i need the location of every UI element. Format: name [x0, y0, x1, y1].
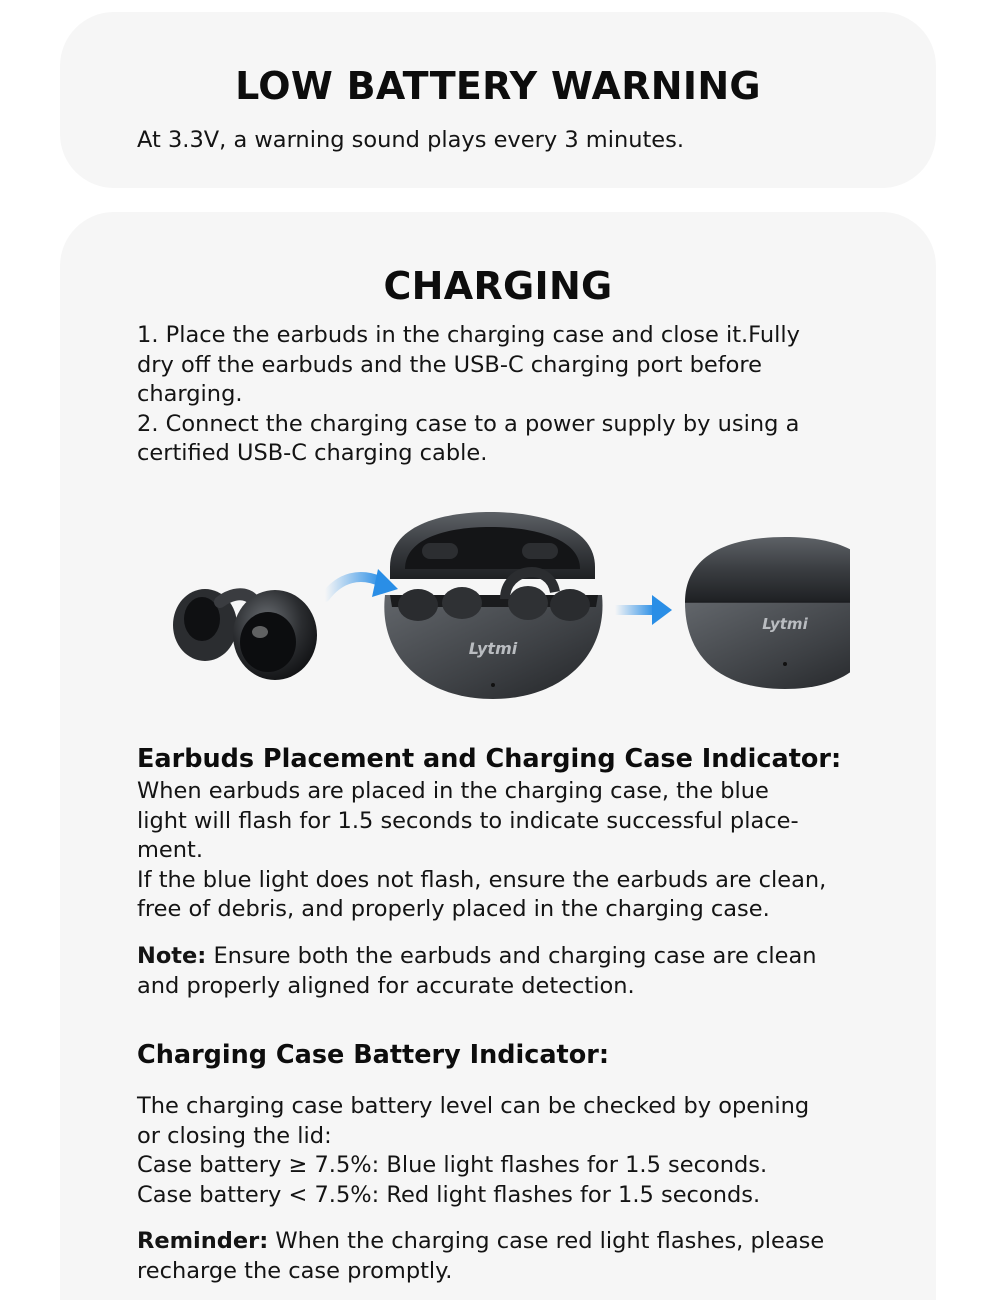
placement-line: light will flash for 1.5 seconds to indicate successful place- [137, 807, 799, 834]
reminder-text: When the charging case red light flashes, please [268, 1228, 825, 1254]
charging-step-line: certified USB-C charging cable. [137, 440, 488, 466]
battery-line: The charging case battery level can be checked by opening [137, 1093, 810, 1119]
battery-line: or closing the lid: [137, 1122, 332, 1149]
charging-step-line: charging. [137, 381, 243, 407]
note-label: Note: [137, 943, 207, 969]
note-text: Ensure both the earbuds and charging case are clean [206, 943, 817, 969]
charging-steps [137, 321, 917, 469]
battery-line: Case battery ≥ 7.5%: Blue light flashes for 1.5 seconds. [137, 1152, 768, 1178]
reminder-text: recharge the case promptly. [137, 1257, 453, 1284]
closed-case-brand-logo: Lytmi [762, 615, 808, 633]
reminder-label: Reminder: [137, 1228, 269, 1254]
charging-title: CHARGING [383, 264, 613, 308]
placement-line: When earbuds are placed in the charging case, the blue [137, 778, 769, 804]
battery-indicator-heading: Charging Case Battery Indicator: [137, 1040, 610, 1070]
charging-step-line: 1. Place the earbuds in the charging case and close it.Fully [137, 322, 800, 348]
placement-heading: Earbuds Placement and Charging Case Indicator: [137, 744, 842, 774]
battery-reminder [137, 1227, 917, 1286]
placement-note [137, 942, 917, 1001]
low-battery-warning-card [60, 12, 936, 188]
charging-illustration [160, 507, 850, 707]
charging-step-line: 2. Connect the charging case to a power supply by using a [137, 410, 800, 437]
placement-line: ment. [137, 837, 203, 863]
placement-text [137, 777, 917, 925]
open-case-brand-logo: Lytmi [468, 639, 518, 658]
open-charging-case-icon [384, 512, 602, 699]
earbuds-icon [173, 589, 317, 680]
note-text: and properly aligned for accurate detection. [137, 972, 635, 999]
placement-line: free of debris, and properly placed in the charging case. [137, 896, 770, 922]
low-battery-text: At 3.3V, a warning sound plays every 3 minutes. [137, 127, 685, 153]
arrow-to-closed-case-icon [615, 595, 672, 625]
placement-line: If the blue light does not flash, ensure the earbuds are clean, [137, 866, 827, 893]
battery-line: Case battery < 7.5%: Red light flashes for 1.5 seconds. [137, 1181, 761, 1208]
charging-step-line: dry off the earbuds and the USB-C charging port before [137, 351, 762, 378]
low-battery-title: LOW BATTERY WARNING [235, 64, 761, 108]
charging-card [60, 212, 936, 1300]
closed-charging-case-icon [685, 537, 850, 689]
battery-indicator-text [137, 1092, 917, 1210]
arrow-into-case-icon [325, 569, 398, 597]
